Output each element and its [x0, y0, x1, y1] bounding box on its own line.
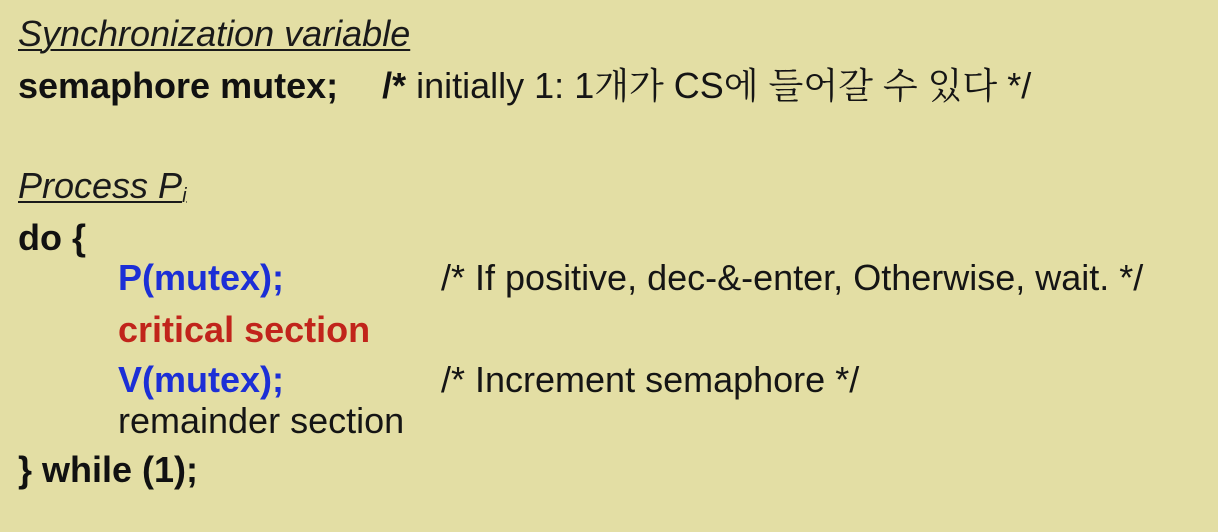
declaration-comment-open: /* — [382, 65, 407, 106]
v-mutex-call: V(mutex); — [118, 359, 285, 400]
declaration-line — [18, 66, 1031, 106]
sync-variable-heading: Synchronization variable — [18, 13, 411, 54]
remainder-section-label: remainder section — [118, 400, 405, 441]
declaration-code: semaphore mutex; — [18, 65, 339, 106]
process-heading-subscript: i — [182, 185, 187, 207]
process-heading — [18, 166, 187, 216]
critical-section-label: critical section — [118, 309, 371, 350]
declaration-comment: initially 1: 1개가 CS에 들어갈 수 있다 */ — [406, 65, 1032, 106]
do-open: do { — [18, 217, 86, 258]
p-mutex-comment: /* If positive, dec-&-enter, Otherwise, wait. */ — [441, 257, 1144, 298]
while-close: } while (1); — [18, 449, 199, 490]
p-mutex-call: P(mutex); — [118, 257, 285, 298]
process-heading-text: Process P — [18, 165, 183, 206]
v-mutex-comment: /* Increment semaphore */ — [441, 359, 860, 400]
